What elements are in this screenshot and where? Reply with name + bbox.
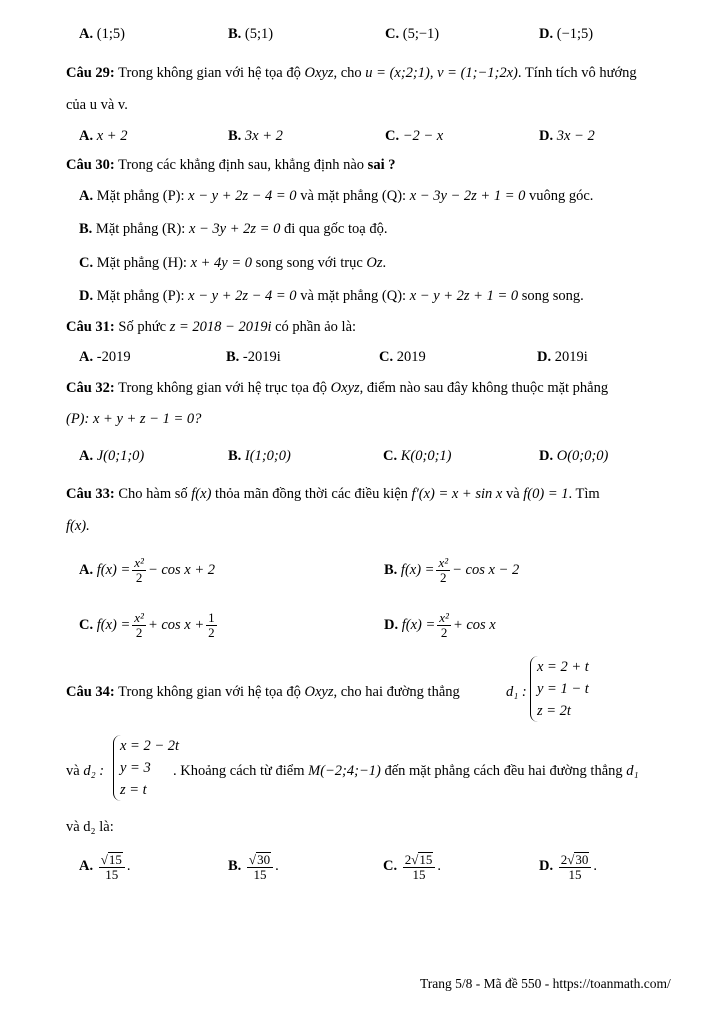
fraction: $\frac{√15}{15}$ [99,852,125,882]
q34-option-b: B. $\frac{√30}{15}$ . [228,851,279,882]
fraction: $\frac{1}{2}$ [208,610,215,641]
q29-option-d: D. 3x − 2 [539,128,595,144]
q34-stem-line3: và d₂ là: [66,819,114,835]
q32-stem-line2: (P): x + y + z − 1 = 0? [66,411,202,427]
q30-option-a: A. Mặt phẳng (P): x − y + 2z − 4 = 0 và mặt phẳng (Q): x − 3y − 2z + 1 = 0 vuông góc. [79,188,594,204]
q28-option-a: A. (1;5) [79,26,125,42]
q30-option-c: C. Mặt phẳng (H): x + 4y = 0 song song với trục Oz. [79,255,387,271]
q34-d2-prefix: và d₂ : [66,763,105,779]
q33-option-b: B. f(x) = $\frac{\text{x²}}{2}$ − cos x − 2 [384,555,520,586]
q29-option-c: C. −2 − x [385,128,444,144]
q34-option-c: C. $\frac{2√15}{15}$ . [383,851,441,882]
q34-d1-system: x = 2 + t y = 1 − t z = 2t [530,656,589,722]
fraction: $\frac{\text{x²}}{2}$ [134,555,144,586]
q34-stem-line2: . Khoảng cách từ điểm M(−2;4;−1) đến mặt phẳng cách đều hai đường thẳng d₁ [173,763,639,779]
q32-option-c: C. K(0;0;1) [383,448,452,464]
q30-stem: Câu 30: Trong các khẳng định sau, khẳng định nào sai ? [66,157,396,173]
fraction: $\frac{\text{x²}}{2}$ [438,555,449,586]
q28-option-d: D. (−1;5) [539,26,594,42]
q31-option-a: A. -2019 [79,349,131,365]
q33-stem: Câu 33: Cho hàm số f(x) thỏa mãn đồng thời các điều kiện f′(x) = x + sin x và f(0) = 1. Tìm [66,486,600,502]
q31-option-b: B. -2019i [226,349,281,365]
q32-option-a: A. J(0;1;0) [79,448,145,464]
q32-option-b: B. I(1;0;0) [228,448,291,464]
q32-option-d: D. O(0;0;0) [539,448,609,464]
q34-stem: Câu 34: Trong không gian với hệ tọa độ Oxyz, cho hai đường thẳng [66,684,460,700]
q31-option-d: D. 2019i [537,349,588,365]
q31-option-c: C. 2019 [379,349,426,365]
q34-option-a: A. $\frac{√15}{15}$ . [79,851,131,882]
q34-d1-name: d₁ : [506,684,527,700]
q30-option-d: D. Mặt phẳng (P): x − y + 2z − 4 = 0 và mặt phẳng (Q): x − y + 2z + 1 = 0 song song. [79,288,584,304]
fraction: $\frac{\text{x²}}{2}$ [134,610,144,641]
fraction: $\frac{\text{x²}}{2}$ [439,610,449,641]
q32-stem: Câu 32: Trong không gian với hệ trục tọa độ Oxyz, điểm nào sau đây không thuộc mặt phẳng [66,380,609,396]
page-footer: Trang 5/8 - Mã đề 550 - https://toanmath.com/ [420,976,671,991]
q34-option-d: D. $\frac{2√30}{15}$ . [539,851,597,882]
q29-stem-line2: của u và v. [66,97,128,113]
fraction: $\frac{2√15}{15}$ [403,852,436,882]
q29-option-b: B. 3x + 2 [228,128,283,144]
q28-option-b: B. (5;1) [228,26,274,42]
q30-option-b: B. Mặt phẳng (R): x − 3y + 2z = 0 đi qua gốc toạ độ. [79,221,388,237]
q29-stem: Câu 29: Trong không gian với hệ tọa độ Oxyz, cho u = (x;2;1), v = (1;−1;2x). Tính tích vô hướng [66,65,637,81]
q34-d2-system: x = 2 − 2t y = 3 z = t [113,735,179,801]
q33-option-a: A. f(x) = $\frac{\text{x²}}{2}$ − cos x + 2 [79,555,216,586]
fraction: $\frac{√30}{15}$ [247,852,273,882]
q31-stem: Câu 31: Số phức z = 2018 − 2019i có phần ảo là: [66,319,357,335]
fraction: $\frac{2√30}{15}$ [559,852,592,882]
q28-option-c: C. (5;−1) [385,26,440,42]
q33-stem-line2: f(x). [66,518,90,534]
q33-option-c: C. f(x) = $\frac{\text{x²}}{2}$ + cos x + $\frac{1}{2}$ [79,610,215,641]
q33-option-d: D. f(x) = $\frac{\text{x²}}{2}$ + cos x [384,610,496,641]
q29-option-a: A. x + 2 [79,128,128,144]
